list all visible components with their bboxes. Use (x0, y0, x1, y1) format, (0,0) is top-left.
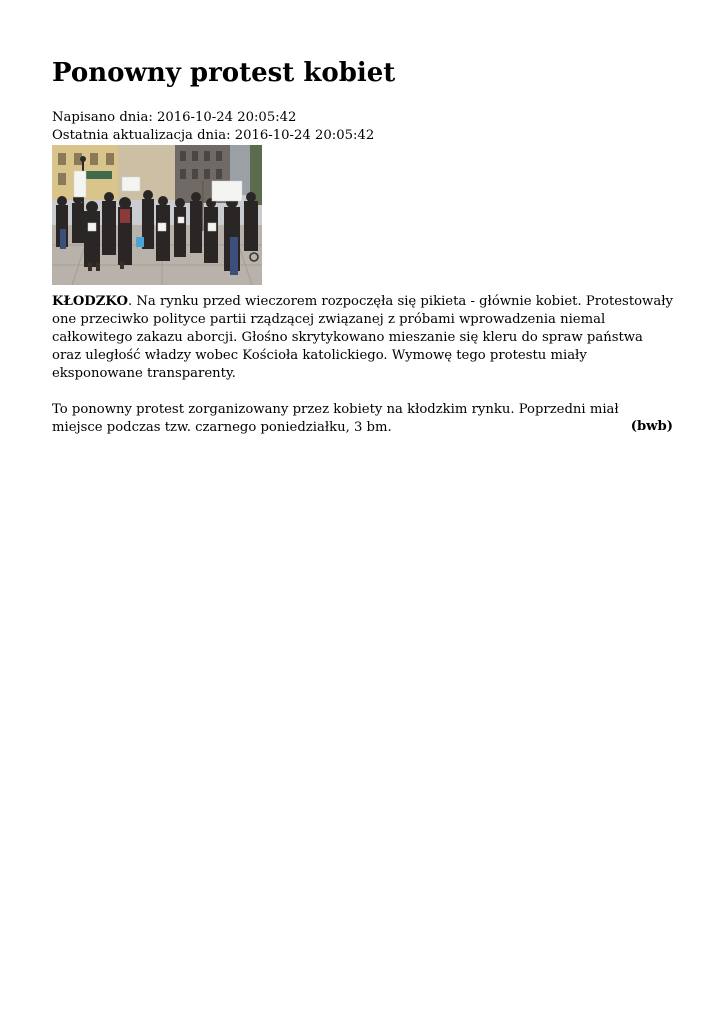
updated-label: Ostatnia aktualizacja dnia: (52, 127, 231, 143)
written-label: Napisano dnia: (52, 110, 153, 125)
article-title: Ponowny protest kobiet (52, 58, 396, 88)
article-photo (52, 145, 262, 285)
article-body (52, 293, 673, 437)
written-date-line (52, 109, 374, 127)
protest-crowd-photo (52, 145, 262, 285)
article-meta (52, 109, 374, 144)
article-paragraph-1 (52, 293, 673, 383)
paragraph-1-text: . Na rynku przed wieczorem rozpoczęła się pikieta - głównie kobiet. Protestowały one przeciwko polityce partii rządzącej związanej z próbami wprowadzenia niemal całkowitego zakazu aborcji. Głośno skrytykowano mieszanie się kleru do spraw państwa oraz uległość władzy wobec Kościoła katolickiego. Wymowę tego protestu miały eksponowane transparenty. (52, 294, 673, 381)
article-paragraph-2: To ponowny protest zorganizowany przez kobiety na kłodzkim rynku. Poprzedni miał miejsce podczas tzw. czarnego poniedziałku, 3 bm. (52, 402, 619, 435)
lead-place: KŁODZKO (52, 294, 128, 309)
updated-date-line (52, 127, 374, 145)
written-date: 2016-10-24 20:05:42 (156, 110, 297, 125)
updated-date: 2016-10-24 20:05:42 (234, 127, 375, 143)
author-signature: (bwb) (630, 419, 673, 434)
